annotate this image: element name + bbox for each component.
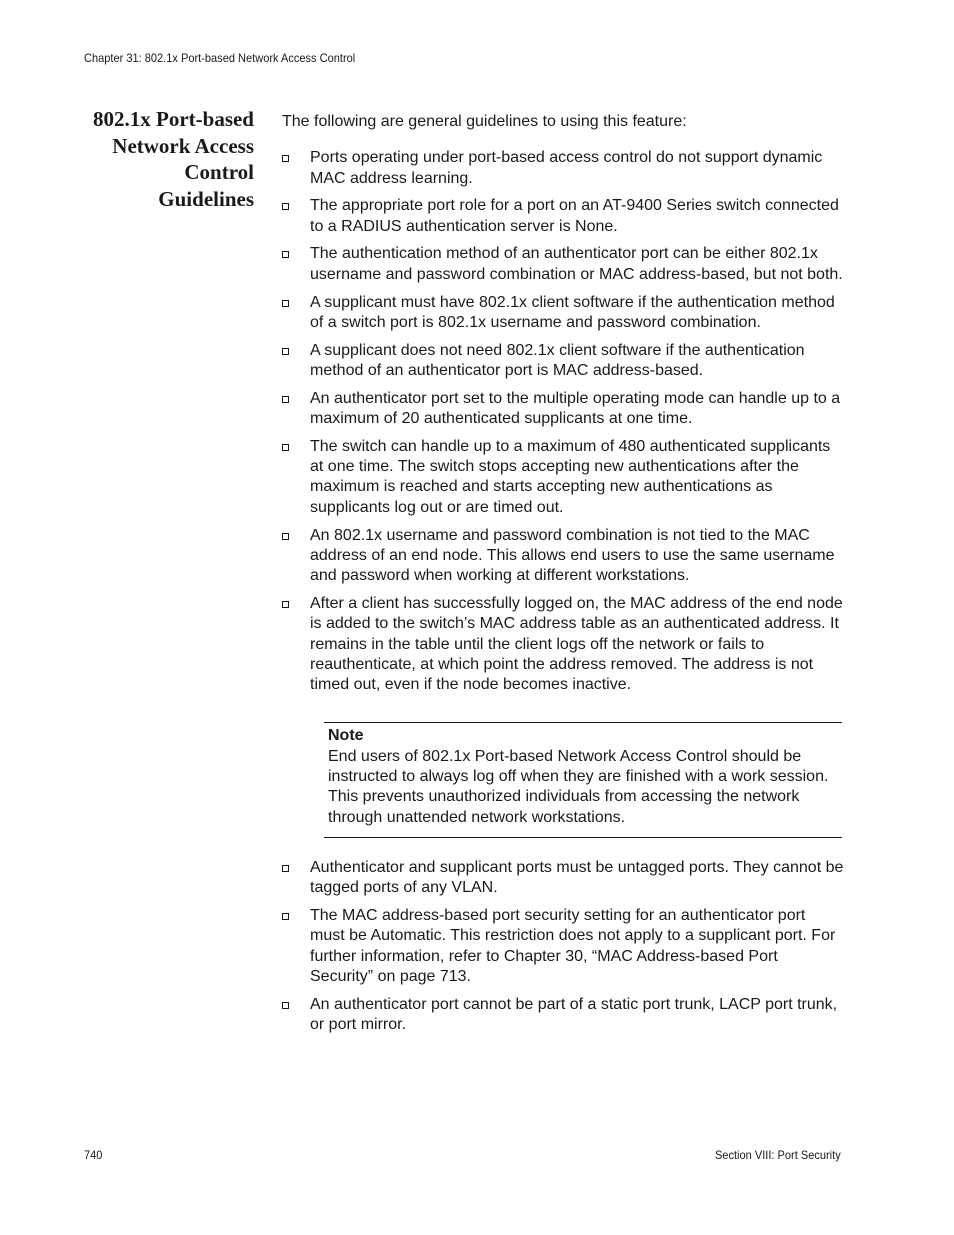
section-heading-line: Network Access xyxy=(112,133,254,158)
list-item xyxy=(282,244,844,285)
list-item xyxy=(282,594,844,695)
square-bullet-icon xyxy=(282,300,289,307)
intro-paragraph: The following are general guidelines to using this feature: xyxy=(282,113,687,130)
section-heading-line: 802.1x Port-based xyxy=(93,107,254,131)
square-bullet-icon xyxy=(282,155,289,162)
square-bullet-icon xyxy=(282,1002,289,1009)
square-bullet-icon xyxy=(282,913,289,920)
list-item xyxy=(282,995,844,1036)
section-footer: Section VIII: Port Security xyxy=(715,1148,841,1162)
square-bullet-icon xyxy=(282,444,289,451)
square-bullet-icon xyxy=(282,533,289,540)
list-item-text: An authenticator port cannot be part of a static port trunk, LACP port trunk, or port mirror. xyxy=(310,995,838,1033)
list-item xyxy=(282,196,844,237)
list-item xyxy=(282,341,844,382)
page-number: 740 xyxy=(84,1148,103,1162)
note-box xyxy=(324,722,842,837)
square-bullet-icon xyxy=(282,251,289,258)
section-heading xyxy=(70,106,254,212)
list-item-text: A supplicant does not need 802.1x client software if the authentication method of an authenticator port is MAC address-based. xyxy=(310,341,805,379)
guidelines-list xyxy=(282,148,844,695)
guidelines-list-continued xyxy=(282,858,844,1035)
list-item xyxy=(282,389,844,430)
list-item-text: The MAC address-based port security setting for an authenticator port must be Automatic. This restriction does not apply to a supplicant port. For further information, refer to Chapter 30, “MAC Address-based Port Security” on page 713. xyxy=(310,907,836,985)
list-item xyxy=(282,148,844,189)
section-heading-line: Guidelines xyxy=(158,186,254,211)
list-item xyxy=(282,526,844,587)
square-bullet-icon xyxy=(282,203,289,210)
list-item-text: An authenticator port set to the multiple operating mode can handle up to a maximum of 20 authenticated supplicants at one time. xyxy=(310,389,841,428)
list-item-text: The switch can handle up to a maximum of 480 authenticated supplicants at one time. The switch stops accepting new authentications after the maximum is reached and starts accepting new authentications as supplicants log out or are timed out. xyxy=(310,437,831,516)
main-content xyxy=(282,112,844,1043)
note-body: End users of 802.1x Port-based Network Access Control should be instructed to always log off when they are finished with a work session. This prevents unauthorized individuals from accessing the network through unattended network workstations. xyxy=(328,747,829,826)
list-item xyxy=(282,437,844,518)
square-bullet-icon xyxy=(282,348,289,355)
section-heading-line: Control xyxy=(184,160,254,184)
list-item-text: The appropriate port role for a port on an AT-9400 Series switch connected to a RADIUS authentication server is None. xyxy=(310,197,839,235)
list-item-text: Authenticator and supplicant ports must be untagged ports. They cannot be tagged ports of any VLAN. xyxy=(310,858,844,897)
list-item-text: A supplicant must have 802.1x client software if the authentication method of a switch port is 802.1x username and password combination. xyxy=(310,293,835,331)
running-header: Chapter 31: 802.1x Port-based Network Access Control xyxy=(84,51,356,65)
square-bullet-icon xyxy=(282,865,289,872)
list-item-text: An 802.1x username and password combination is not tied to the MAC address of an end node. This allows end users to use the same username and password when working at different workstations. xyxy=(310,526,835,585)
square-bullet-icon xyxy=(282,601,289,608)
list-item xyxy=(282,906,844,987)
list-item-text: Ports operating under port-based access control do not support dynamic MAC address learning. xyxy=(310,149,823,187)
list-item xyxy=(282,293,844,334)
list-item xyxy=(282,858,844,899)
square-bullet-icon xyxy=(282,396,289,403)
note-title: Note xyxy=(328,727,364,745)
list-item-text: After a client has successfully logged on, the MAC address of the end node is added to the switch’s MAC address table as an authenticated address. It remains in the table until the client logs off the network or fails to reauthenticate, at which point the address removed. The address is not timed out, even if the node becomes inactive. xyxy=(310,594,843,694)
list-item-text: The authentication method of an authenticator port can be either 802.1x username and password combination or MAC address-based, but not both. xyxy=(310,245,843,283)
